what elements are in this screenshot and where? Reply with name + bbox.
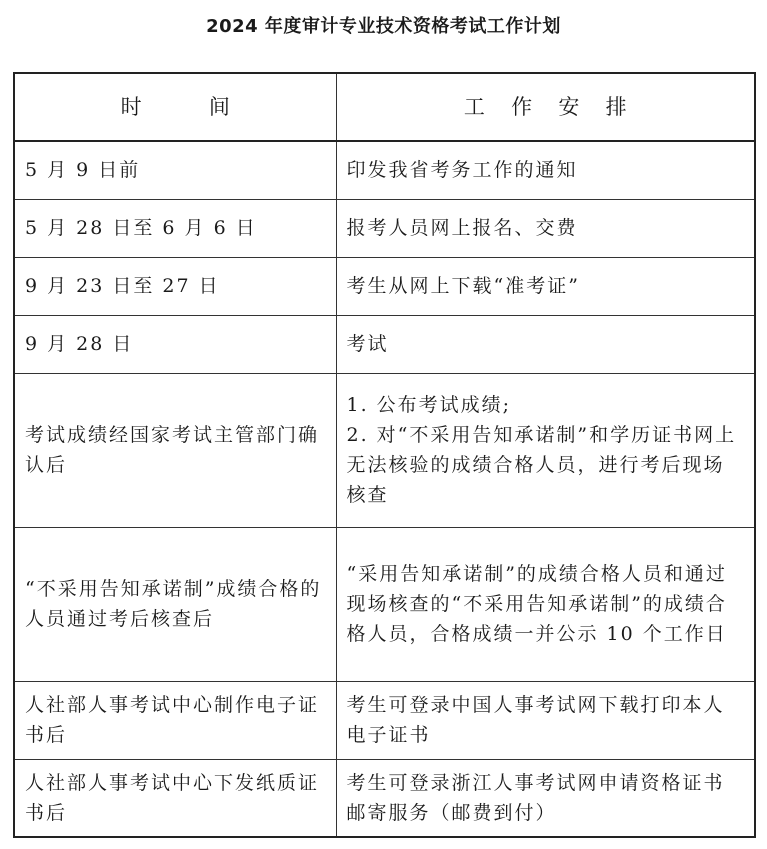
row-task [336,257,755,315]
row-time: 人社部人事考试中心制作电子证书后 [14,681,336,759]
task-line: 印发我省考务工作的通知 [346,159,578,182]
table-row [14,141,755,199]
task-line: 考生从网上下载“准考证” [346,275,580,297]
row-time: 9 月 28 日 [14,315,336,373]
table-row [14,681,755,759]
header-work-label: 工作安排 [463,95,653,119]
row-time: 9 月 23 日至 27 日 [14,257,336,315]
task-line: 1. 公布考试成绩; [346,394,512,416]
header-work [336,73,755,141]
table-row [14,315,755,373]
row-time: 考试成绩经国家考试主管部门确认后 [14,373,336,527]
task-line: 报考人员网上报名、交费 [346,217,578,239]
row-task [336,681,755,759]
row-time: 人社部人事考试中心下发纸质证书后 [14,759,336,837]
task-line: 考生可登录中国人事考试网下载打印本人电子证书 [346,694,725,746]
row-task [336,315,755,373]
table-row [14,527,755,681]
row-time: 5 月 9 日前 [14,141,336,199]
task-line: “采用告知承诺制”的成绩合格人员和通过现场核查的“不采用告知承诺制”的成绩合格人员，合格成绩一并公示 10 个工作日 [346,563,727,645]
table-header-row [14,73,755,141]
page-title: 2024 年度审计专业技术资格考试工作计划 [206,16,561,37]
table-row [14,257,755,315]
header-time-label: 时间 [120,95,298,119]
task-line: 2. 对“不采用告知承诺制”和学历证书网上无法核验的成绩合格人员，进行考后现场核查 [346,424,737,506]
row-time: “不采用告知承诺制”成绩合格的人员通过考后核查后 [14,527,336,681]
work-plan-table [13,72,756,838]
row-task [336,373,755,527]
header-time [14,73,336,141]
task-line: 考试 [346,333,389,355]
table-row [14,199,755,257]
row-task [336,141,755,199]
row-time: 5 月 28 日至 6 月 6 日 [14,199,336,257]
table-row [14,373,755,527]
row-task [336,527,755,681]
row-task [336,759,755,837]
row-task [336,199,755,257]
task-line: 考生可登录浙江人事考试网申请资格证书邮寄服务（邮费到付） [346,771,725,824]
table-row [14,759,755,837]
